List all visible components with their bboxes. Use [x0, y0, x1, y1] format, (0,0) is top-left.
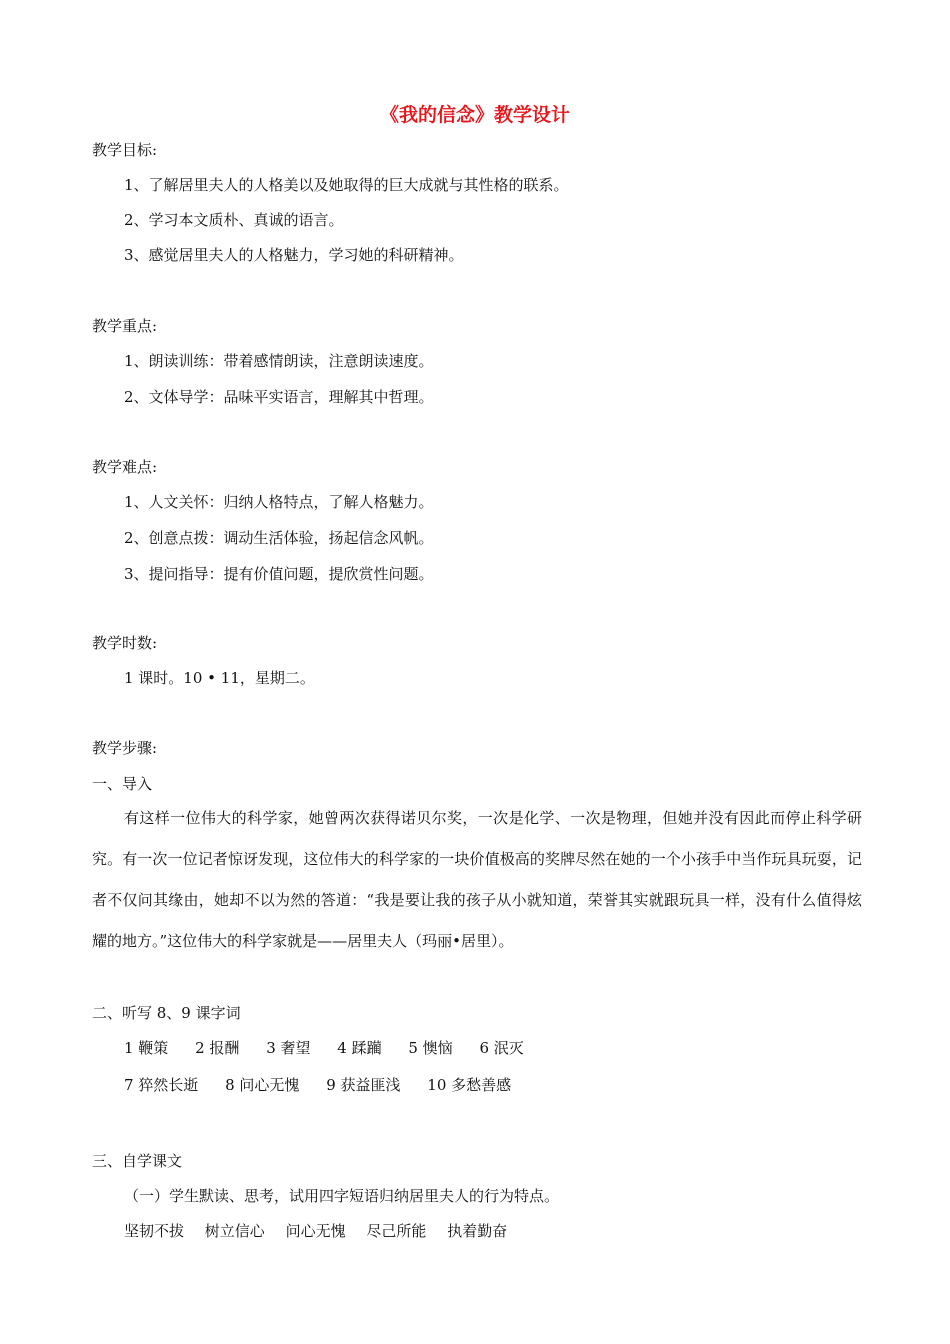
phrase: 问心无愧 [285, 1222, 346, 1240]
step2-heading: 二、听写 8、9 课字词 [92, 1004, 241, 1022]
phrase: 树立信心 [204, 1222, 265, 1240]
vocab-word: 6 泯灭 [479, 1039, 524, 1057]
difficulty-item: 2、创意点拨：调动生活体验，扬起信念风帆。 [124, 529, 434, 547]
phrase: 执着勤奋 [447, 1222, 508, 1240]
steps-heading: 教学步骤: [92, 739, 158, 757]
vocab-word: 9 获益匪浅 [326, 1076, 401, 1094]
vocab-word: 1 鞭策 [124, 1039, 169, 1057]
vocab-word: 3 奢望 [266, 1039, 311, 1057]
phrase: 尽己所能 [366, 1222, 427, 1240]
key-points-heading: 教学重点: [92, 317, 158, 335]
objective-item: 3、感觉居里夫人的人格魅力，学习她的科研精神。 [124, 246, 464, 264]
objectives-heading: 教学目标: [92, 141, 158, 159]
vocab-word: 5 懊恼 [408, 1039, 453, 1057]
vocab-word: 7 猝然长逝 [124, 1076, 199, 1094]
phrase: 坚韧不拔 [124, 1222, 185, 1240]
objective-item: 2、学习本文质朴、真诚的语言。 [124, 211, 344, 229]
vocab-row [124, 1038, 546, 1058]
vocab-word: 8 问心无愧 [225, 1076, 300, 1094]
vocab-word: 2 报酬 [195, 1039, 240, 1057]
step1-heading: 一、导入 [92, 775, 153, 793]
hours-text: 1 课时。10 • 11，星期二。 [124, 669, 315, 687]
phrases-row [124, 1221, 523, 1241]
vocab-word: 10 多愁善感 [427, 1076, 512, 1094]
difficulties-heading: 教学难点: [92, 458, 158, 476]
objective-item: 1、了解居里夫人的人格美以及她取得的巨大成就与其性格的联系。 [124, 176, 569, 194]
vocab-row [124, 1075, 533, 1095]
step3-subheading: （一）学生默读、思考，试用四字短语归纳居里夫人的行为特点。 [124, 1187, 560, 1205]
vocab-word: 4 蹂躏 [337, 1039, 382, 1057]
intro-paragraph: 有这样一位伟大的科学家，她曾两次获得诺贝尔奖，一次是化学、一次是物理，但她并没有因此而停止科学研究。有一次一位记者惊讶发现，这位伟大的科学家的一块价值极高的奖牌尽然在她的一个小孩手中当作玩具玩耍，记者不仅问其缘由，她却不以为然的答道：“我是要让我的孩子从小就知道，荣誉其实就跟玩具一样，没有什么值得炫耀的地方。”这位伟大的科学家就是——居里夫人（玛丽•居里）。 [92, 809, 862, 950]
key-point-item: 2、文体导学：品味平实语言，理解其中哲理。 [124, 388, 434, 406]
key-point-item: 1、朗读训练：带着感情朗读，注意朗读速度。 [124, 352, 434, 370]
difficulty-item: 3、提问指导：提有价值问题，提欣赏性问题。 [124, 565, 434, 583]
step3-heading: 三、自学课文 [92, 1152, 183, 1170]
difficulty-item: 1、人文关怀：归纳人格特点，了解人格魅力。 [124, 493, 434, 511]
document-title: 《我的信念》教学设计 [379, 104, 570, 126]
hours-heading: 教学时数: [92, 634, 158, 652]
